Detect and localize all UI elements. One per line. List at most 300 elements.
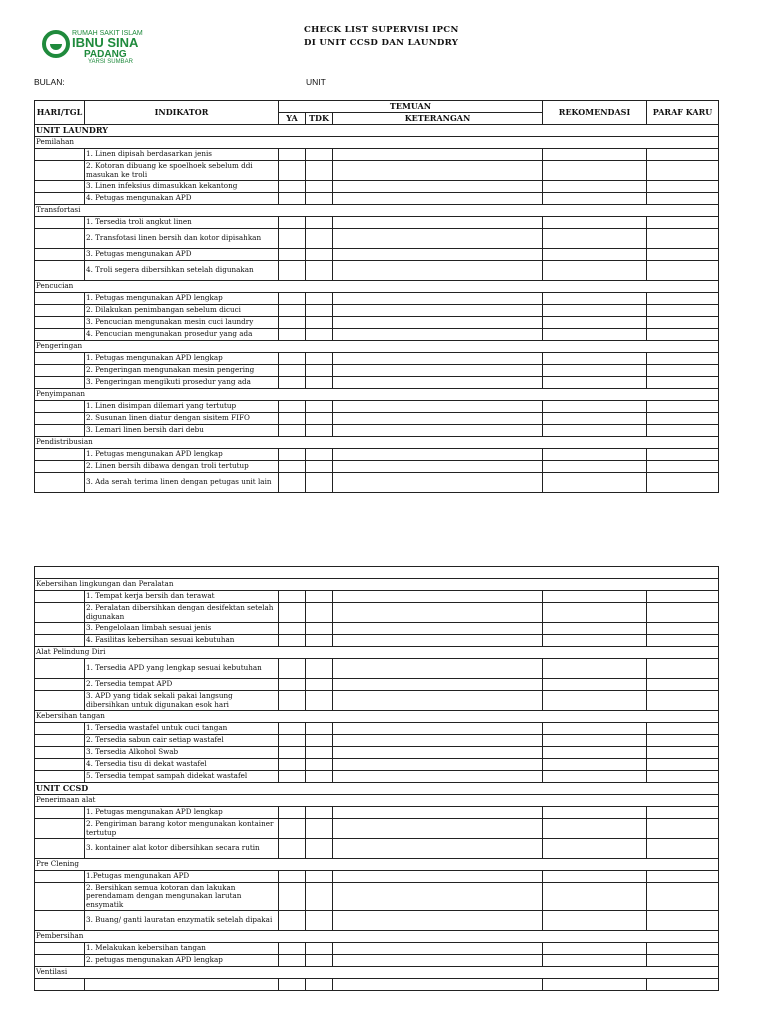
cell-keterangan[interactable] xyxy=(333,807,543,819)
cell-hari xyxy=(35,819,85,839)
cell-rekomendasi[interactable] xyxy=(543,217,647,229)
cell-rekomendasi[interactable] xyxy=(543,365,647,377)
cell-keterangan[interactable] xyxy=(333,943,543,955)
cell-ya[interactable] xyxy=(279,413,306,425)
cell-tdk[interactable] xyxy=(306,723,333,735)
cell-ya[interactable] xyxy=(279,943,306,955)
cell-hari xyxy=(35,771,85,783)
cell-ya[interactable] xyxy=(279,591,306,603)
cell-ya[interactable] xyxy=(279,293,306,305)
table-row xyxy=(35,261,719,281)
cell-keterangan[interactable] xyxy=(333,149,543,161)
col-temuan: TEMUAN xyxy=(279,101,543,113)
category-heading: Pemilahan xyxy=(35,137,719,149)
cell-keterangan[interactable] xyxy=(333,261,543,281)
cell-tdk[interactable] xyxy=(306,691,333,711)
cell-paraf[interactable] xyxy=(647,759,719,771)
cell-ya[interactable] xyxy=(279,871,306,883)
cell-tdk[interactable] xyxy=(306,591,333,603)
table-row xyxy=(35,723,719,735)
cell-keterangan[interactable] xyxy=(333,883,543,911)
cell-hari xyxy=(35,217,85,229)
cell-keterangan[interactable] xyxy=(333,249,543,261)
cell-keterangan[interactable] xyxy=(333,461,543,473)
table-row xyxy=(35,771,719,783)
cell-tdk[interactable] xyxy=(306,461,333,473)
hospital-logo xyxy=(40,24,180,64)
cell-indikator xyxy=(85,979,279,991)
cell-keterangan[interactable] xyxy=(333,819,543,839)
cell-keterangan[interactable] xyxy=(333,217,543,229)
cell-paraf[interactable] xyxy=(647,413,719,425)
cell-ya[interactable] xyxy=(279,425,306,437)
cell-hari xyxy=(35,249,85,261)
cell-ya[interactable] xyxy=(279,819,306,839)
cell-tdk[interactable] xyxy=(306,735,333,747)
cell-indikator: 1. Tersedia APD yang lengkap sesuai kebutuhan xyxy=(85,659,279,679)
cell-tdk[interactable] xyxy=(306,449,333,461)
cell-hari xyxy=(35,735,85,747)
cell-rekomendasi[interactable] xyxy=(543,659,647,679)
cell-ya[interactable] xyxy=(279,305,306,317)
cell-rekomendasi[interactable] xyxy=(543,413,647,425)
cell-paraf[interactable] xyxy=(647,449,719,461)
cell-ya[interactable] xyxy=(279,679,306,691)
cell-hari xyxy=(35,353,85,365)
cell-ya[interactable] xyxy=(279,365,306,377)
cell-tdk[interactable] xyxy=(306,473,333,493)
cell-paraf[interactable] xyxy=(647,659,719,679)
cell-tdk[interactable] xyxy=(306,759,333,771)
cell-ya[interactable] xyxy=(279,249,306,261)
cell-hari xyxy=(35,461,85,473)
cell-keterangan[interactable] xyxy=(333,473,543,493)
cell-tdk[interactable] xyxy=(306,819,333,839)
cell-rekomendasi[interactable] xyxy=(543,603,647,623)
cell-paraf[interactable] xyxy=(647,401,719,413)
cell-rekomendasi[interactable] xyxy=(543,691,647,711)
cell-keterangan[interactable] xyxy=(333,871,543,883)
cell-hari xyxy=(35,591,85,603)
col-keterangan: KETERANGAN xyxy=(333,113,543,125)
logo-line2: IBNU SINA xyxy=(72,35,139,50)
cell-rekomendasi[interactable] xyxy=(543,293,647,305)
cell-tdk[interactable] xyxy=(306,911,333,931)
cell-hari xyxy=(35,181,85,193)
table-row xyxy=(35,365,719,377)
cell-rekomendasi[interactable] xyxy=(543,149,647,161)
cell-keterangan[interactable] xyxy=(333,317,543,329)
cell-paraf[interactable] xyxy=(647,293,719,305)
cell-rekomendasi[interactable] xyxy=(543,161,647,181)
cell-tdk[interactable] xyxy=(306,329,333,341)
checklist-table-ccsd xyxy=(34,566,719,991)
cell-tdk[interactable] xyxy=(306,181,333,193)
cell-tdk[interactable] xyxy=(306,149,333,161)
cell-keterangan[interactable] xyxy=(333,305,543,317)
col-hari: HARI/TGL xyxy=(35,101,85,125)
cell-rekomendasi[interactable] xyxy=(543,305,647,317)
cell-paraf[interactable] xyxy=(647,819,719,839)
cell-rekomendasi[interactable] xyxy=(543,759,647,771)
cell-rekomendasi[interactable] xyxy=(543,807,647,819)
cell-ya[interactable] xyxy=(279,473,306,493)
cell-rekomendasi[interactable] xyxy=(543,911,647,931)
cell-rekomendasi[interactable] xyxy=(543,473,647,493)
table-row xyxy=(35,623,719,635)
cell-tdk[interactable] xyxy=(306,979,333,991)
cell-hari xyxy=(35,723,85,735)
cell-paraf[interactable] xyxy=(647,317,719,329)
cell-indikator: 1. Tersedia troli angkut linen xyxy=(85,217,279,229)
cell-hari xyxy=(35,911,85,931)
cell-indikator: 3. Ada serah terima linen dengan petugas unit lain xyxy=(85,473,279,493)
cell-paraf[interactable] xyxy=(647,679,719,691)
cell-indikator: 1. Petugas mengunakan APD lengkap xyxy=(85,449,279,461)
cell-keterangan[interactable] xyxy=(333,839,543,859)
cell-rekomendasi[interactable] xyxy=(543,353,647,365)
cell-rekomendasi[interactable] xyxy=(543,839,647,859)
cell-ya[interactable] xyxy=(279,911,306,931)
cell-paraf[interactable] xyxy=(647,635,719,647)
cell-paraf[interactable] xyxy=(647,181,719,193)
cell-ya[interactable] xyxy=(279,955,306,967)
cell-paraf[interactable] xyxy=(647,603,719,623)
cell-indikator: 2. petugas mengunakan APD lengkap xyxy=(85,955,279,967)
cell-rekomendasi[interactable] xyxy=(543,679,647,691)
cell-ya[interactable] xyxy=(279,723,306,735)
cell-rekomendasi[interactable] xyxy=(543,401,647,413)
cell-keterangan[interactable] xyxy=(333,747,543,759)
blank-row xyxy=(35,567,719,579)
cell-rekomendasi[interactable] xyxy=(543,425,647,437)
cell-keterangan[interactable] xyxy=(333,723,543,735)
cell-tdk[interactable] xyxy=(306,293,333,305)
cell-ya[interactable] xyxy=(279,217,306,229)
cell-indikator: 2. Susunan linen diatur dengan sisitem FIFO xyxy=(85,413,279,425)
cell-tdk[interactable] xyxy=(306,807,333,819)
cell-rekomendasi[interactable] xyxy=(543,229,647,249)
cell-ya[interactable] xyxy=(279,603,306,623)
cell-paraf[interactable] xyxy=(647,365,719,377)
cell-indikator: 1. Linen dipisah berdasarkan jenis xyxy=(85,149,279,161)
cell-ya[interactable] xyxy=(279,659,306,679)
cell-rekomendasi[interactable] xyxy=(543,771,647,783)
cell-rekomendasi[interactable] xyxy=(543,955,647,967)
cell-indikator: 3. APD yang tidak sekali pakai langsung dibersihkan untuk digunakan esok hari xyxy=(85,691,279,711)
table-row xyxy=(35,449,719,461)
cell-indikator: 1. Melakukan kebersihan tangan xyxy=(85,943,279,955)
cell-rekomendasi[interactable] xyxy=(543,735,647,747)
cell-rekomendasi[interactable] xyxy=(543,193,647,205)
cell-paraf[interactable] xyxy=(647,747,719,759)
cell-rekomendasi[interactable] xyxy=(543,747,647,759)
cell-keterangan[interactable] xyxy=(333,193,543,205)
cell-tdk[interactable] xyxy=(306,771,333,783)
cell-tdk[interactable] xyxy=(306,261,333,281)
cell-indikator: 3. Tersedia Alkohol Swab xyxy=(85,747,279,759)
cell-hari xyxy=(35,161,85,181)
cell-tdk[interactable] xyxy=(306,217,333,229)
cell-keterangan[interactable] xyxy=(333,181,543,193)
cell-keterangan[interactable] xyxy=(333,229,543,249)
cell-ya[interactable] xyxy=(279,317,306,329)
cell-paraf[interactable] xyxy=(647,839,719,859)
cell-ya[interactable] xyxy=(279,635,306,647)
cell-keterangan[interactable] xyxy=(333,401,543,413)
cell-hari xyxy=(35,759,85,771)
category-heading: Penyimpanan xyxy=(35,389,719,401)
cell-keterangan[interactable] xyxy=(333,591,543,603)
cell-indikator: 2. Kotoran dibuang ke spoelhoek sebelum ddi masukan ke troli xyxy=(85,161,279,181)
cell-paraf[interactable] xyxy=(647,623,719,635)
cell-tdk[interactable] xyxy=(306,353,333,365)
cell-rekomendasi[interactable] xyxy=(543,979,647,991)
cell-rekomendasi[interactable] xyxy=(543,449,647,461)
cell-tdk[interactable] xyxy=(306,955,333,967)
cell-indikator: 3. Lemari linen bersih dari debu xyxy=(85,425,279,437)
cell-paraf[interactable] xyxy=(647,943,719,955)
category-heading: Penerimaan alat xyxy=(35,795,719,807)
cell-tdk[interactable] xyxy=(306,871,333,883)
category-heading: Ventilasi xyxy=(35,967,719,979)
cell-paraf[interactable] xyxy=(647,979,719,991)
table-row xyxy=(35,979,719,991)
cell-paraf[interactable] xyxy=(647,329,719,341)
cell-keterangan[interactable] xyxy=(333,353,543,365)
cell-tdk[interactable] xyxy=(306,839,333,859)
table-row xyxy=(35,759,719,771)
cell-tdk[interactable] xyxy=(306,413,333,425)
cell-rekomendasi[interactable] xyxy=(543,635,647,647)
unit-label: UNIT xyxy=(306,77,326,87)
cell-ya[interactable] xyxy=(279,771,306,783)
cell-tdk[interactable] xyxy=(306,317,333,329)
cell-rekomendasi[interactable] xyxy=(543,943,647,955)
cell-keterangan[interactable] xyxy=(333,329,543,341)
cell-paraf[interactable] xyxy=(647,771,719,783)
table-row xyxy=(35,149,719,161)
cell-ya[interactable] xyxy=(279,807,306,819)
col-indikator: INDIKATOR xyxy=(85,101,279,125)
cell-paraf[interactable] xyxy=(647,161,719,181)
cell-keterangan[interactable] xyxy=(333,293,543,305)
cell-paraf[interactable] xyxy=(647,425,719,437)
cell-paraf[interactable] xyxy=(647,871,719,883)
cell-ya[interactable] xyxy=(279,623,306,635)
cell-ya[interactable] xyxy=(279,747,306,759)
cell-rekomendasi[interactable] xyxy=(543,181,647,193)
cell-paraf[interactable] xyxy=(647,883,719,911)
cell-tdk[interactable] xyxy=(306,249,333,261)
cell-tdk[interactable] xyxy=(306,623,333,635)
cell-ya[interactable] xyxy=(279,461,306,473)
table-row xyxy=(35,461,719,473)
cell-keterangan[interactable] xyxy=(333,679,543,691)
table-row xyxy=(35,635,719,647)
cell-rekomendasi[interactable] xyxy=(543,883,647,911)
cell-tdk[interactable] xyxy=(306,659,333,679)
cell-indikator: 1. Petugas mengunakan APD lengkap xyxy=(85,807,279,819)
cell-indikator: 1. Tempat kerja bersih dan terawat xyxy=(85,591,279,603)
cell-ya[interactable] xyxy=(279,161,306,181)
cell-ya[interactable] xyxy=(279,377,306,389)
cell-keterangan[interactable] xyxy=(333,691,543,711)
cell-indikator: 3. Pengelolaan limbah sesuai jenis xyxy=(85,623,279,635)
table-row xyxy=(35,603,719,623)
cell-ya[interactable] xyxy=(279,691,306,711)
cell-keterangan[interactable] xyxy=(333,603,543,623)
table-row xyxy=(35,425,719,437)
cell-tdk[interactable] xyxy=(306,425,333,437)
cell-keterangan[interactable] xyxy=(333,659,543,679)
cell-ya[interactable] xyxy=(279,839,306,859)
cell-indikator: 2. Pengiriman barang kotor mengunakan kontainer tertutup xyxy=(85,819,279,839)
cell-rekomendasi[interactable] xyxy=(543,819,647,839)
category-heading: Transfortasi xyxy=(35,205,719,217)
cell-rekomendasi[interactable] xyxy=(543,377,647,389)
cell-hari xyxy=(35,691,85,711)
cell-keterangan[interactable] xyxy=(333,759,543,771)
cell-paraf[interactable] xyxy=(647,229,719,249)
cell-paraf[interactable] xyxy=(647,723,719,735)
cell-paraf[interactable] xyxy=(647,461,719,473)
cell-ya[interactable] xyxy=(279,883,306,911)
cell-paraf[interactable] xyxy=(647,591,719,603)
cell-keterangan[interactable] xyxy=(333,635,543,647)
cell-keterangan[interactable] xyxy=(333,413,543,425)
cell-keterangan[interactable] xyxy=(333,365,543,377)
cell-tdk[interactable] xyxy=(306,603,333,623)
cell-ya[interactable] xyxy=(279,193,306,205)
cell-hari xyxy=(35,293,85,305)
cell-tdk[interactable] xyxy=(306,161,333,181)
cell-ya[interactable] xyxy=(279,229,306,249)
cell-keterangan[interactable] xyxy=(333,735,543,747)
cell-keterangan[interactable] xyxy=(333,771,543,783)
cell-rekomendasi[interactable] xyxy=(543,591,647,603)
cell-indikator: 2. Tersedia tempat APD xyxy=(85,679,279,691)
cell-tdk[interactable] xyxy=(306,635,333,647)
cell-ya[interactable] xyxy=(279,329,306,341)
cell-tdk[interactable] xyxy=(306,401,333,413)
category-heading: Pre Clening xyxy=(35,859,719,871)
cell-rekomendasi[interactable] xyxy=(543,249,647,261)
cell-keterangan[interactable] xyxy=(333,955,543,967)
cell-rekomendasi[interactable] xyxy=(543,317,647,329)
cell-rekomendasi[interactable] xyxy=(543,261,647,281)
category-heading: Pencucian xyxy=(35,281,719,293)
logo-line3: PADANG xyxy=(84,49,127,60)
cell-keterangan[interactable] xyxy=(333,377,543,389)
cell-ya[interactable] xyxy=(279,759,306,771)
cell-ya[interactable] xyxy=(279,149,306,161)
cell-ya[interactable] xyxy=(279,449,306,461)
cell-rekomendasi[interactable] xyxy=(543,329,647,341)
cell-tdk[interactable] xyxy=(306,305,333,317)
cell-keterangan[interactable] xyxy=(333,979,543,991)
cell-paraf[interactable] xyxy=(647,735,719,747)
table-row xyxy=(35,353,719,365)
cell-ya[interactable] xyxy=(279,261,306,281)
cell-paraf[interactable] xyxy=(647,249,719,261)
cell-indikator: 2. Linen bersih dibawa dengan troli tertutup xyxy=(85,461,279,473)
table-row xyxy=(35,911,719,931)
cell-hari xyxy=(35,261,85,281)
title-line-1: CHECK LIST SUPERVISI IPCN xyxy=(304,25,459,35)
cell-ya[interactable] xyxy=(279,181,306,193)
cell-paraf[interactable] xyxy=(647,807,719,819)
table-row xyxy=(35,819,719,839)
cell-paraf[interactable] xyxy=(647,193,719,205)
cell-tdk[interactable] xyxy=(306,943,333,955)
col-rekomendasi: REKOMENDASI xyxy=(543,101,647,125)
table-row xyxy=(35,883,719,911)
cell-rekomendasi[interactable] xyxy=(543,461,647,473)
cell-rekomendasi[interactable] xyxy=(543,723,647,735)
table-row xyxy=(35,747,719,759)
cell-indikator: 4. Tersedia tisu di dekat wastafel xyxy=(85,759,279,771)
cell-indikator: 1.Petugas mengunakan APD xyxy=(85,871,279,883)
cell-keterangan[interactable] xyxy=(333,449,543,461)
document-title xyxy=(304,24,459,50)
table-row xyxy=(35,839,719,859)
cell-keterangan[interactable] xyxy=(333,623,543,635)
cell-indikator: 3. Pencucian mengunakan mesin cuci laundry xyxy=(85,317,279,329)
table-row xyxy=(35,305,719,317)
cell-keterangan[interactable] xyxy=(333,911,543,931)
table-row xyxy=(35,943,719,955)
cell-ya[interactable] xyxy=(279,401,306,413)
cell-tdk[interactable] xyxy=(306,679,333,691)
cell-ya[interactable] xyxy=(279,353,306,365)
cell-hari xyxy=(35,413,85,425)
cell-paraf[interactable] xyxy=(647,955,719,967)
cell-tdk[interactable] xyxy=(306,365,333,377)
cell-keterangan[interactable] xyxy=(333,161,543,181)
cell-tdk[interactable] xyxy=(306,747,333,759)
cell-paraf[interactable] xyxy=(647,473,719,493)
table-row xyxy=(35,413,719,425)
cell-paraf[interactable] xyxy=(647,217,719,229)
cell-hari xyxy=(35,979,85,991)
cell-ya[interactable] xyxy=(279,979,306,991)
cell-hari xyxy=(35,365,85,377)
cell-hari xyxy=(35,659,85,679)
cell-indikator: 5. Tersedia tempat sampah didekat wastafel xyxy=(85,771,279,783)
cell-paraf[interactable] xyxy=(647,149,719,161)
cell-hari xyxy=(35,149,85,161)
cell-tdk[interactable] xyxy=(306,193,333,205)
section-heading: UNIT CCSD xyxy=(35,783,719,795)
cell-paraf[interactable] xyxy=(647,911,719,931)
cell-paraf[interactable] xyxy=(647,353,719,365)
category-heading: Pengeringan xyxy=(35,341,719,353)
cell-paraf[interactable] xyxy=(647,261,719,281)
cell-paraf[interactable] xyxy=(647,305,719,317)
cell-paraf[interactable] xyxy=(647,377,719,389)
cell-tdk[interactable] xyxy=(306,377,333,389)
cell-ya[interactable] xyxy=(279,735,306,747)
cell-keterangan[interactable] xyxy=(333,425,543,437)
cell-paraf[interactable] xyxy=(647,691,719,711)
cell-tdk[interactable] xyxy=(306,229,333,249)
table-row xyxy=(35,659,719,679)
cell-rekomendasi[interactable] xyxy=(543,623,647,635)
cell-tdk[interactable] xyxy=(306,883,333,911)
cell-rekomendasi[interactable] xyxy=(543,871,647,883)
table-row xyxy=(35,377,719,389)
